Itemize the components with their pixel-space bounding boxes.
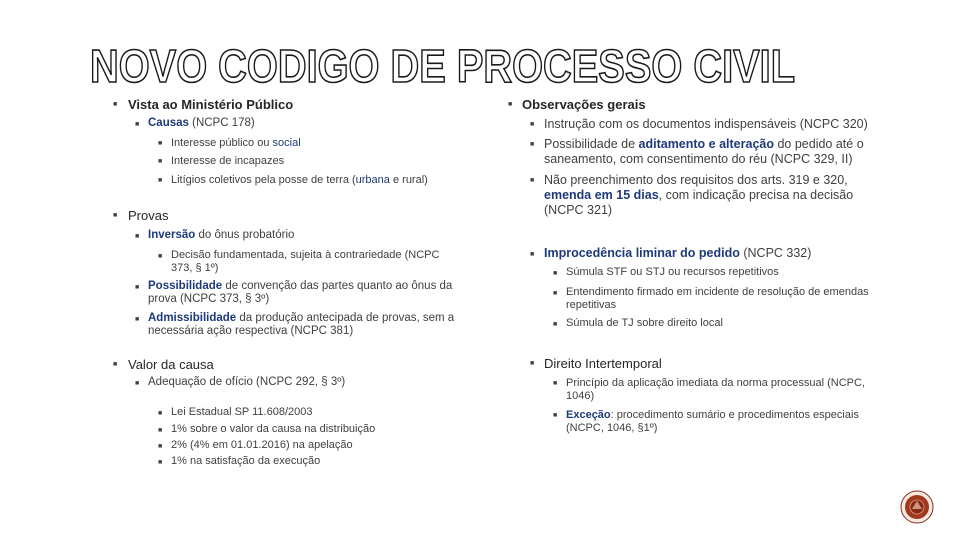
bullet: ■: [158, 427, 163, 434]
bullet: ■: [158, 158, 163, 165]
bullet: ■: [553, 412, 558, 419]
admissibilidade-item: Admissibilidade da produção antecipada de provas, sem a necessária ação respectiva (NCPC 381): [148, 312, 455, 337]
intertemporal-item-2: Exceção: procedimento sumário e procedimentos especiais (NCPC, 1046, §1º): [566, 409, 859, 434]
possibilidade-item: Possibilidade de convenção das partes quanto ao ônus da prova (NCPC 373, § 3º): [148, 280, 453, 305]
heading-observacoes: Observações gerais: [522, 97, 646, 112]
seal-logo-icon: [900, 490, 934, 524]
valor-item-1: Lei Estadual SP 11.608/2003: [171, 406, 313, 418]
bullet: ■: [530, 251, 535, 258]
bullet: ■: [158, 410, 163, 417]
bullet: ■: [158, 443, 163, 450]
bullet: ■: [530, 141, 535, 148]
valor-item-3: 2% (4% em 01.01.2016) na apelação: [171, 439, 353, 451]
bullet: ■: [530, 360, 535, 367]
inversao-line: Inversão do ônus probatório: [148, 229, 295, 241]
valor-item-4: 1% na satisfação da execução: [171, 455, 321, 467]
causas-line: Causas (NCPC 178): [148, 117, 255, 129]
bullet: ■: [135, 284, 140, 291]
obs-item-2: Possibilidade de aditamento e alteração do pedido até o saneamento, com consentimento do réu (NCPC 329, II): [544, 137, 864, 166]
bullet: ■: [158, 140, 163, 147]
bullet: ■: [530, 121, 535, 128]
improc-item-3: Súmula de TJ sobre direito local: [566, 317, 723, 329]
bullet: ■: [113, 361, 118, 368]
causa-item-2: Interesse de incapazes: [171, 155, 285, 167]
decisao-item: Decisão fundamentada, sujeita à contrariedade (NCPC 373, § 1º): [171, 249, 440, 274]
bullet: ■: [135, 121, 140, 128]
valor-item-2: 1% sobre o valor da causa na distribuição: [171, 423, 376, 435]
improc-item-2: Entendimento firmado em incidente de resolução de emendas repetitivas: [566, 286, 869, 311]
heading-intertemporal: Direito Intertemporal: [544, 356, 662, 371]
improcedencia-heading: Improcedência liminar do pedido (NCPC 332): [544, 246, 812, 260]
obs-item-1: Instrução com os documentos indispensáveis (NCPC 320): [544, 117, 868, 131]
obs-item-3: Não preenchimento dos requisitos dos arts. 319 e 320, emenda em 15 dias, com indicação precisa na decisão (NCPC 321): [544, 173, 854, 217]
heading-valor: Valor da causa: [128, 357, 214, 372]
bullet: ■: [553, 321, 558, 328]
heading-provas: Provas: [128, 208, 169, 223]
bullet: ■: [553, 290, 558, 297]
bullet: ■: [135, 380, 140, 387]
bullet: ■: [158, 253, 163, 260]
improc-item-1: Súmula STF ou STJ ou recursos repetitivos: [566, 266, 779, 278]
bullet: ■: [158, 177, 163, 184]
bullet: ■: [135, 233, 140, 240]
bullet: ■: [508, 101, 513, 108]
bullet: ■: [553, 270, 558, 277]
bullet: ■: [530, 177, 535, 184]
causa-item-1: Interesse público ou social: [171, 137, 301, 149]
bullet: ■: [113, 212, 118, 219]
heading-vista: Vista ao Ministério Público: [128, 97, 294, 112]
intertemporal-item-1: Princípio da aplicação imediata da norma processual (NCPC, 1046): [566, 377, 865, 402]
bullet: ■: [158, 459, 163, 466]
bullet: ■: [553, 380, 558, 387]
title-text: NOVO CODIGO DE PROCESSO CIVIL: [90, 40, 795, 88]
bullet: ■: [113, 101, 118, 108]
page-title: [90, 38, 870, 88]
bullet: ■: [135, 316, 140, 323]
adequacao-item: Adequação de ofício (NCPC 292, § 3º): [148, 376, 346, 388]
causa-item-3: Litígios coletivos pela posse de terra (urbana e rural): [171, 174, 428, 186]
